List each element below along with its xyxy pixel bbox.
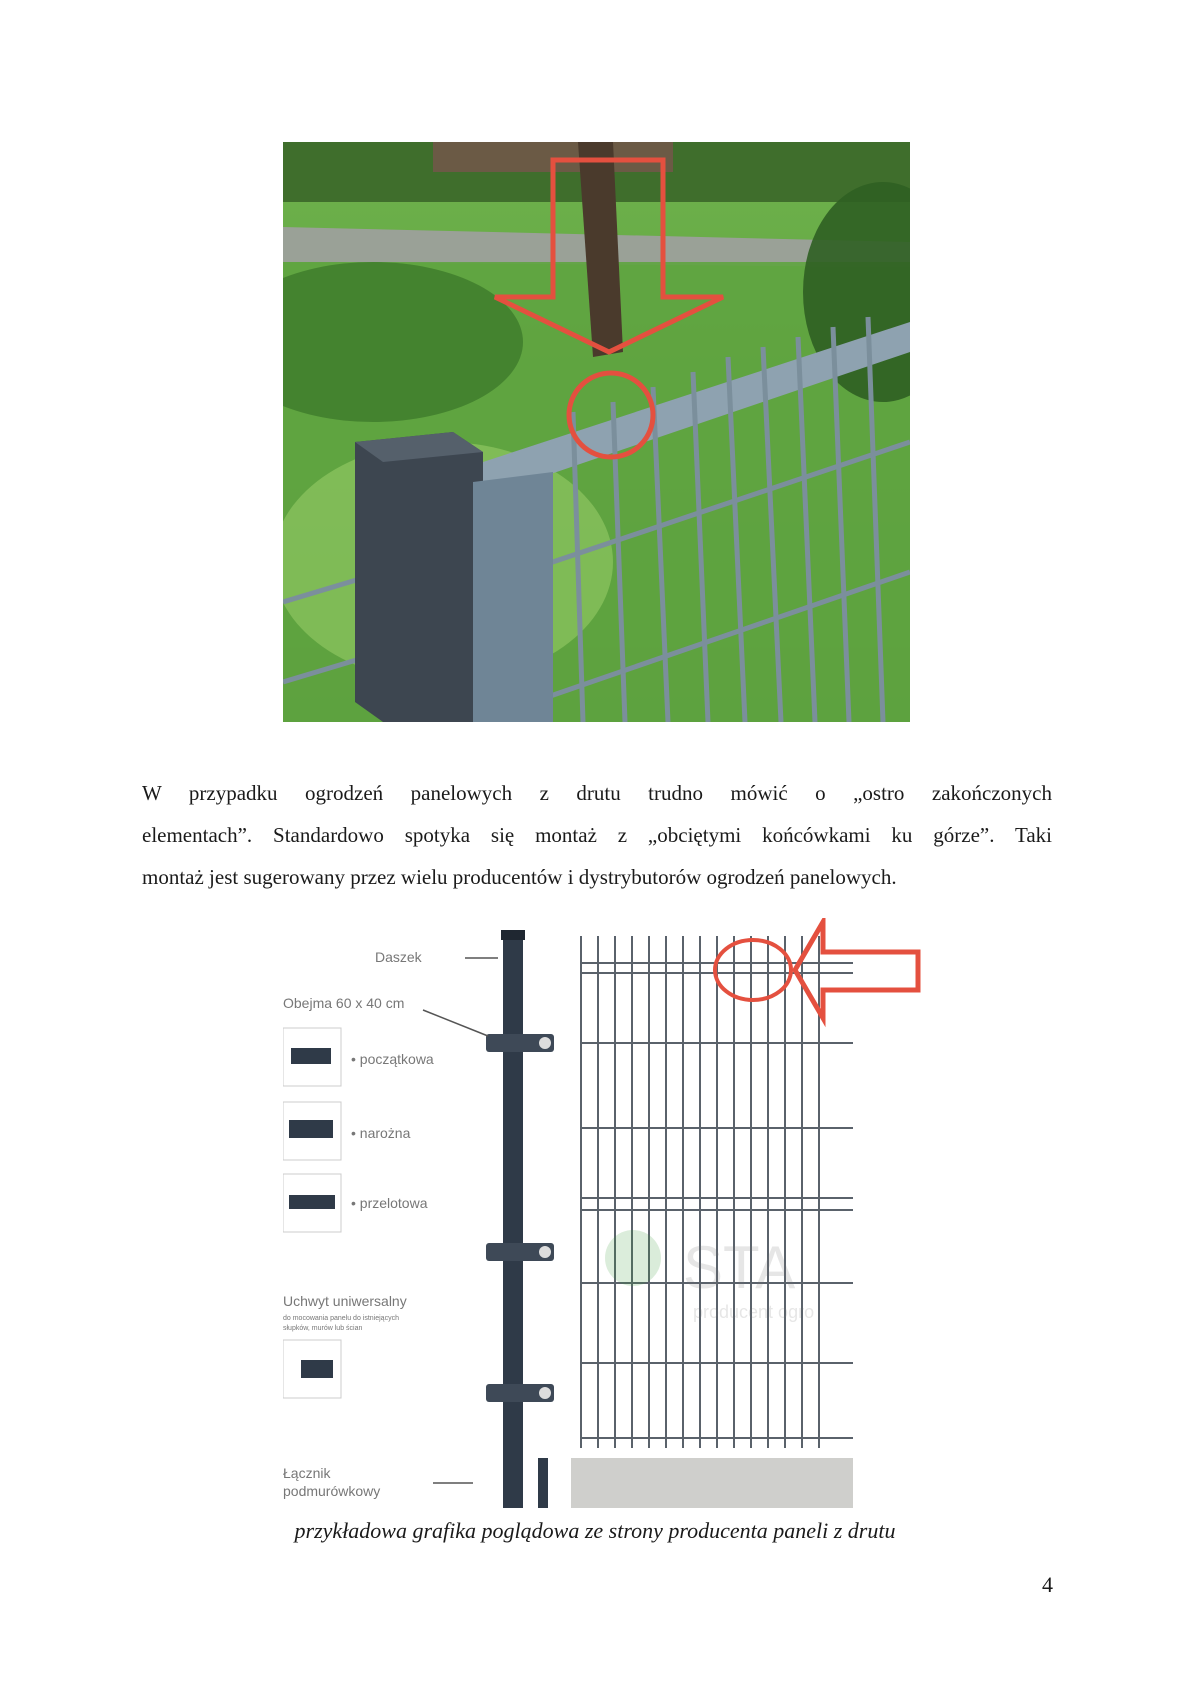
paragraph-line-1: W przypadku ogrodzeń panelowych z drutu trudno mówić o „ostro zakończonych (142, 781, 1052, 805)
watermark-sub: producent ogro (693, 1302, 815, 1322)
fence-photo (283, 142, 910, 722)
highlight-circle (715, 940, 791, 1000)
watermark-brand: STA (683, 1234, 796, 1301)
label-uchwyt: Uchwyt uniwersalny (283, 1293, 407, 1309)
label-uchwyt-sub1: do mocowania panelu do istniejących (283, 1315, 399, 1322)
label-lacznik-2: podmurówkowy (283, 1483, 381, 1499)
paragraph-line-2: elementach”. Standardowo spotyka się montaż z „obciętymi końcówkami ku górze”. Taki (142, 823, 1052, 847)
watermark (605, 1230, 814, 1322)
label-daszek: Daszek (375, 949, 422, 965)
label-obejma: Obejma 60 x 40 cm (283, 995, 405, 1011)
label-przelotowa: • przelotowa (351, 1195, 428, 1211)
label-lacznik-1: Łącznik (283, 1465, 331, 1481)
page-number: 4 (1042, 1572, 1053, 1597)
label-uchwyt-sub2: słupków, murów lub ścian (283, 1325, 363, 1332)
body-paragraph (142, 772, 1052, 898)
label-narozna: • narożna (351, 1125, 411, 1141)
paragraph-line-3: montaż jest sugerowany przez wielu producentów i dystrybutorów ogrodzeń panelowych. (142, 865, 897, 889)
figure-caption: przykładowa grafika poglądowa ze strony producenta paneli z drutu (294, 1518, 896, 1543)
left-arrow-icon (795, 922, 918, 1018)
label-poczatkowa: • początkowa (351, 1051, 434, 1067)
fence-diagram (283, 918, 923, 1508)
